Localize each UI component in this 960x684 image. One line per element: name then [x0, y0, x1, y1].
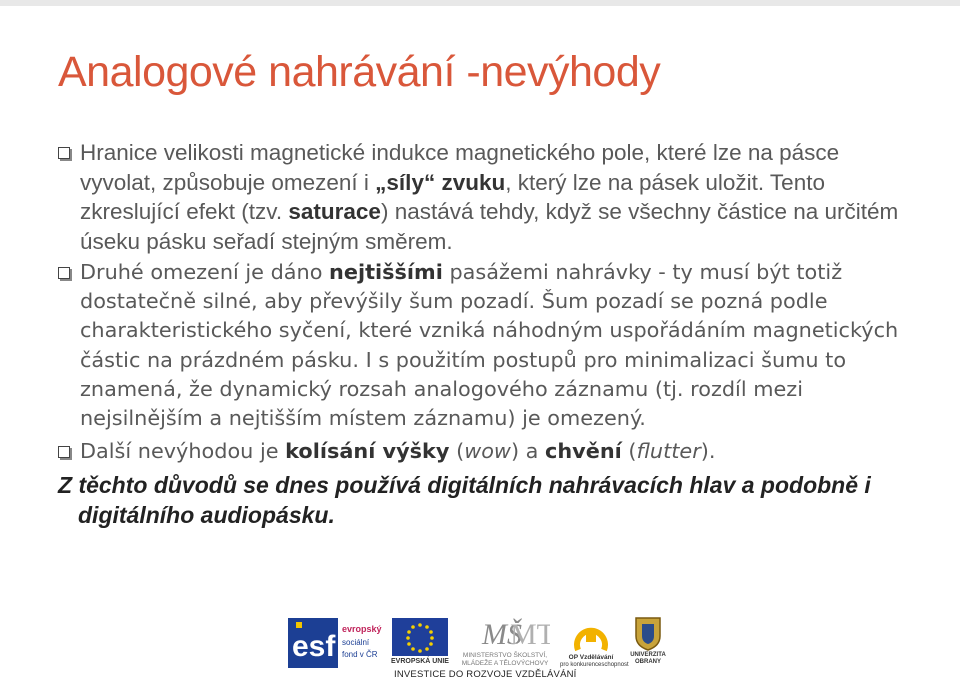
msmt-label-2: MLÁDEŽE A TĚLOVÝCHOVY	[461, 660, 549, 667]
esf-label-3: fond v ČR	[342, 650, 378, 659]
esf-label-1: evropský	[342, 624, 382, 634]
bullet-saturation	[58, 138, 918, 256]
slide-content	[58, 138, 918, 530]
msmt-label-1: MINISTERSTVO ŠKOLSTVÍ,	[462, 652, 548, 659]
bullet-noise	[58, 258, 918, 433]
footer-investment-text: INVESTICE DO ROZVOJE VZDĚLÁVÁNÍ	[394, 669, 577, 680]
bullet-text: (	[449, 439, 465, 464]
bullet-wow-flutter	[58, 437, 918, 466]
conclusion-text: Z těchto důvodů se dnes používá digitálních nahrávacích hlav a podobně i digitálního audiopásku.	[58, 472, 871, 529]
bullet-italic: wow	[464, 439, 511, 464]
uo-logo	[628, 614, 668, 670]
msmt-logo	[460, 614, 550, 670]
bullet-text: Druhé omezení je dáno	[80, 260, 330, 284]
bullet-text: Další nevýhodou je	[80, 439, 286, 464]
uo-label-2: OBRANY	[634, 659, 661, 665]
bullet-text: Hranice velikosti magnetické indukce magnetického pole, které lze na pásce vyvolat, způsobuje omezení i	[80, 140, 840, 195]
bullet-text: ) a	[510, 439, 546, 464]
uo-label-1: UNIVERZITA	[630, 652, 666, 658]
esf-label-2: sociální	[342, 638, 370, 647]
checkbox-bullet-icon	[58, 446, 70, 458]
bullet-text: ).	[700, 439, 716, 464]
bullet-text: pasážemi nahrávky - ty musí být totiž dostatečně silné, aby převýšily šum pozadí. Šum pozadí se pozná podle charakteristického syčení, které vzniká náhodným uspořádáním magnetických částic na prázdném pásku. I s použitím postupů pro minimalizaci šumu to znamená, že dynamický rozsah analogového záznamu (tj. rozdíl mezi nejsilnějším a nejtišším místem záznamu) je omezený.	[80, 260, 899, 431]
esf-logo	[288, 618, 382, 668]
top-band	[0, 0, 960, 6]
op-label-2: pro konkurenceschopnost	[560, 662, 629, 668]
checkbox-bullet-icon	[58, 267, 70, 279]
svg-text:esf: esf	[292, 630, 336, 663]
slide-title: Analogové nahrávání -nevýhody	[58, 48, 661, 96]
svg-text:MT: MT	[510, 618, 550, 651]
op-logo	[560, 616, 629, 670]
bullet-bold: chvění	[545, 439, 622, 464]
bullet-text: ) nastává tehdy, když se všechny částice na určitém úseku pásku seřadí stejným směrem.	[80, 199, 899, 254]
checkbox-bullet-icon	[58, 147, 70, 159]
bullet-bold: kolísání výšky	[285, 439, 450, 464]
bullet-bold: saturace	[288, 199, 381, 224]
bullet-text: (	[621, 439, 637, 464]
bullet-bold: nejtiššími	[329, 260, 443, 284]
eu-logo	[388, 618, 452, 668]
bullet-italic: flutter	[636, 439, 701, 464]
bullet-text: , který lze na pásek uložit. Tento zkreslující efekt (tzv.	[80, 169, 825, 224]
svg-text:MŠ: MŠ	[482, 618, 522, 651]
op-label-1: OP Vzdělávání	[568, 654, 614, 661]
bullet-bold: „síly“ zvuku	[375, 169, 506, 195]
eu-label: EVROPSKÁ UNIE	[391, 658, 449, 665]
